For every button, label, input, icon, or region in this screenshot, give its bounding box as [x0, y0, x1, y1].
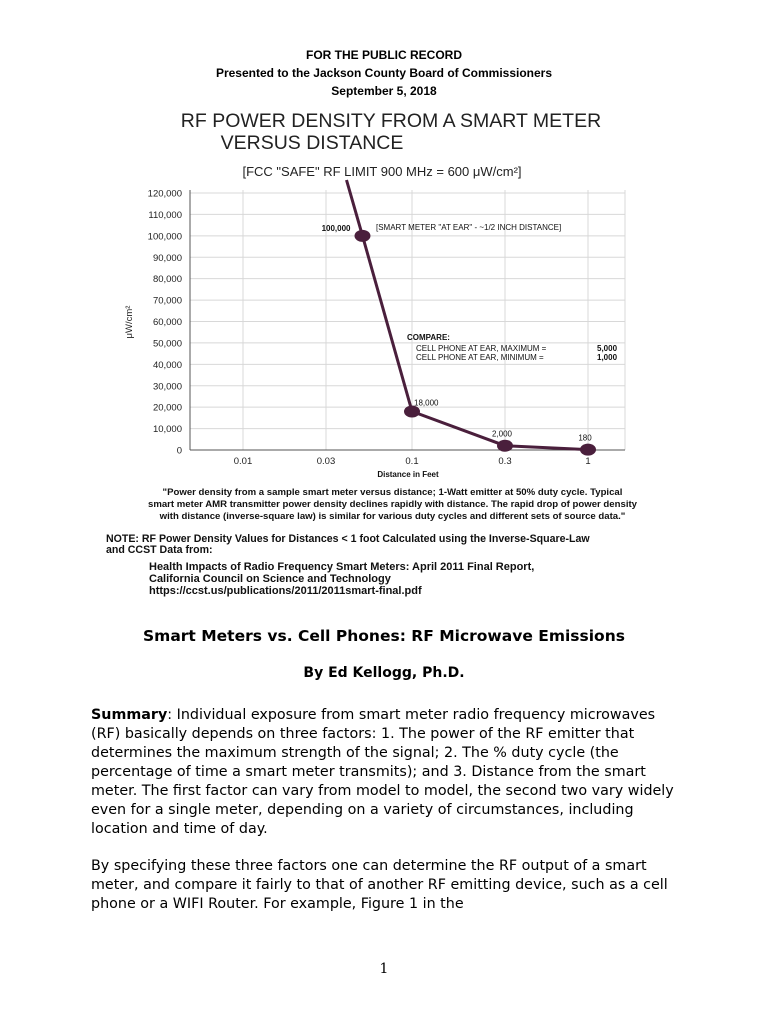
article-byline: By Ed Kellogg, Ph.D. — [303, 665, 465, 681]
chart-subtitle: [FCC "SAFE" RF LIMIT 900 MHz = 600 μW/cm²] — [242, 164, 522, 179]
at-ear-annotation: [SMART METER "AT EAR" - ~1/2 INCH DISTANCE] — [376, 223, 562, 232]
y-tick-label: 70,000 — [152, 295, 182, 307]
y-tick-label: 0 — [176, 445, 182, 457]
y-tick-label: 100,000 — [147, 231, 182, 243]
source-line-1: Health Impacts of Radio Frequency Smart Meters: April 2011 Final Report, — [149, 561, 535, 573]
y-tick-label: 30,000 — [152, 381, 182, 393]
y-tick-labels — [148, 189, 182, 457]
x-tick-label: 0.03 — [316, 456, 336, 467]
point-label: 180 — [578, 433, 592, 443]
y-tick-label: 120,000 — [147, 188, 182, 200]
header-line-1: FOR THE PUBLIC RECORD — [306, 48, 462, 62]
point-labels — [322, 224, 593, 443]
y-tick-label: 40,000 — [152, 359, 182, 371]
compare-min-value: 1,000 — [597, 353, 618, 362]
point-label: 2,000 — [491, 429, 513, 439]
summary-text: : Individual exposure from smart meter radio frequency microwaves (RF) basically depends on three factors: 1. The power of the RF emitter that determines the maximum strength of the signal; 2. The % duty cycle (the percentage of time a smart meter transmits); and 3. Distance from the smart meter. The first factor can vary from model to model, the second two vary widely even for a single meter, depending on a variety of circumstances, including location and time of day. — [91, 707, 674, 837]
page-number: 1 — [379, 961, 389, 977]
compare-max-label: CELL PHONE AT EAR, MAXIMUM = — [416, 344, 547, 353]
data-point — [580, 444, 596, 456]
x-tick-label: 1 — [585, 456, 591, 467]
caption-line-1: "Power density from a sample smart meter versus distance; 1-Watt emitter at 50% duty cycle. Typical — [162, 487, 623, 498]
record-header — [0, 46, 768, 100]
summary-paragraph — [91, 706, 681, 839]
caption-line-3: with distance (inverse-square law) is similar for various duty cycles and different sets of source data." — [159, 511, 626, 522]
y-tick-label: 80,000 — [152, 274, 182, 286]
power-density-chart — [0, 100, 768, 480]
compare-max-value: 5,000 — [597, 344, 618, 353]
y-tick-label: 90,000 — [152, 252, 182, 264]
point-label: 100,000 — [321, 223, 351, 233]
series-line — [347, 180, 589, 450]
x-axis-label: Distance in Feet — [377, 470, 439, 479]
source-citation — [149, 561, 689, 597]
source-line-2: California Council on Science and Technology — [149, 573, 391, 585]
header-line-2: Presented to the Jackson County Board of Commissioners — [215, 66, 553, 80]
note-line-2: and CCST Data from: — [106, 544, 213, 556]
summary-label: Summary — [91, 707, 168, 723]
data-point — [354, 230, 370, 242]
y-tick-label: 60,000 — [152, 317, 182, 328]
chart-title-line-2: VERSUS DISTANCE — [220, 132, 404, 154]
caption-line-2: smart meter AMR transmitter power density declines rapidly with distance. The rapid drop of power density — [147, 499, 638, 510]
figure-note — [106, 534, 686, 556]
compare-title: COMPARE: — [407, 333, 450, 342]
y-axis-label: μW/cm² — [124, 305, 135, 339]
point-label: 18,000 — [414, 398, 439, 408]
header-line-3: September 5, 2018 — [331, 84, 437, 98]
y-tick-label: 20,000 — [152, 402, 182, 414]
x-tick-label: 0.1 — [405, 456, 419, 467]
y-tick-label: 50,000 — [152, 338, 182, 350]
note-line-1: NOTE: RF Power Density Values for Distances < 1 foot Calculated using the Inverse-Square-Law — [106, 533, 590, 545]
chart-title-line-1: RF POWER DENSITY FROM A SMART METER — [180, 110, 602, 132]
source-url: https://ccst.us/publications/2011/2011smart-final.pdf — [149, 585, 422, 597]
figure-caption — [100, 487, 685, 523]
x-tick-labels — [234, 456, 591, 467]
body-paragraph-2: By specifying these three factors one can determine the RF output of a smart meter, and compare it fairly to that of another RF emitting device, such as a cell phone or a WIFI Router. For example, Figure 1 in the — [91, 858, 668, 912]
article-title: Smart Meters vs. Cell Phones: RF Microwave Emissions — [143, 627, 625, 645]
y-tick-label: 10,000 — [152, 424, 182, 436]
data-point — [497, 440, 513, 452]
x-tick-label: 0.01 — [233, 456, 253, 467]
compare-min-label: CELL PHONE AT EAR, MINIMUM = — [416, 353, 544, 362]
y-tick-label: 110,000 — [148, 209, 182, 221]
x-tick-label: 0.3 — [498, 456, 512, 467]
